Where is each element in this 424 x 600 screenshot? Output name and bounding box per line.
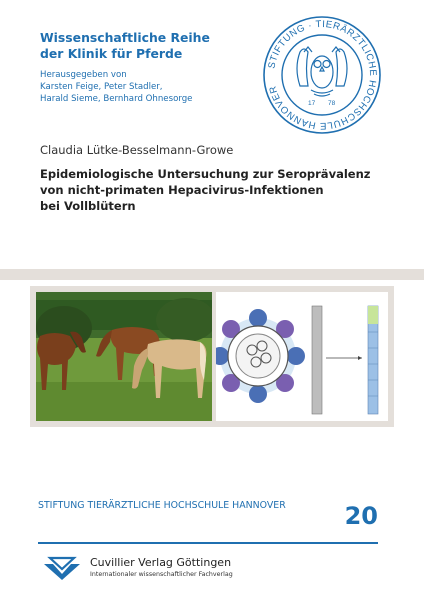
institution-name: STIFTUNG TIERÄRZTLICHE HOCHSCHULE HANNOVER xyxy=(38,500,286,511)
series-editors: Herausgegeben von Karsten Feige, Peter Stadler, Harald Sieme, Bernhard Ohnesorge xyxy=(40,70,193,104)
book-author: Claudia Lütke-Besselmann-Growe xyxy=(40,143,234,157)
footer-divider xyxy=(38,542,378,544)
book-title: Epidemiologische Untersuchung zur Seroprävalenz von nicht-primaten Hepacivirus-Infektionen bei Vollblütern xyxy=(40,167,371,213)
horses-pasture-photo xyxy=(36,292,212,421)
series-title: Wissenschaftliche Reihe der Klinik für Pferde xyxy=(40,30,210,61)
seal-year-left: 17 xyxy=(308,100,316,107)
publisher-tagline: Internationaler wissenschaftlicher Fachverlag xyxy=(90,571,233,578)
publisher-name: Cuvillier Verlag Göttingen xyxy=(90,556,232,569)
seal-ring-text: STIFTUNG · TIERÄRZTLICHE HOCHSCHULE HANNOVER xyxy=(266,18,379,132)
seal-year-right: 78 xyxy=(328,100,336,107)
virus-schematic-figure xyxy=(216,292,388,421)
university-seal-logo xyxy=(262,14,382,136)
volume-number: 20 xyxy=(344,502,378,530)
decorative-band xyxy=(0,269,424,280)
cuvillier-logo xyxy=(42,556,82,582)
